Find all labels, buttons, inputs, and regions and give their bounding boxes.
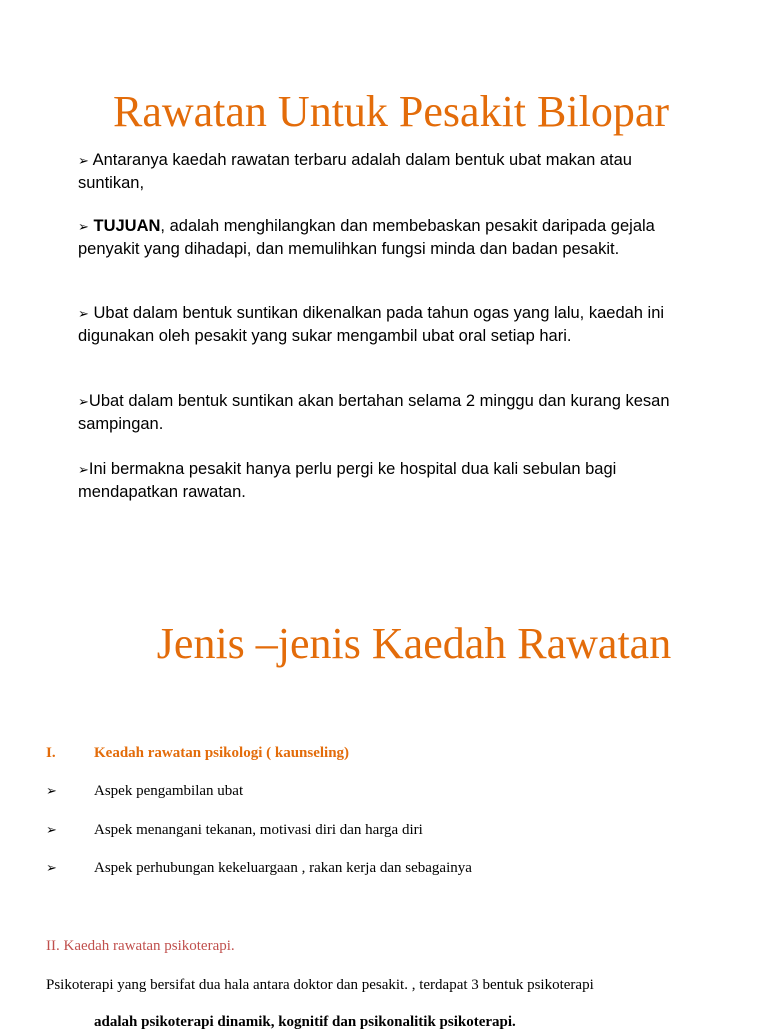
bullet-1 bbox=[78, 150, 698, 193]
paragraph: Psikoterapi yang bersifat dua hala antara doktor dan pesakit. , terdapat 3 bentuk psikoterapi bbox=[46, 977, 594, 993]
arrow-bullet-icon: ➢ bbox=[46, 823, 57, 838]
item-number: I. bbox=[46, 745, 56, 761]
paragraph-continuation: adalah psikoterapi dinamik, kognitif dan psikonalitik psikoterapi. bbox=[94, 1014, 516, 1030]
item-heading-2: II. Kaedah rawatan psikoterapi. bbox=[46, 938, 235, 954]
bullet-4 bbox=[78, 391, 698, 434]
bullet-text: , adalah menghilangkan dan membebaskan pesakit daripada gejala penyakit yang dihadapi, dan memulihkan fungsi minda dan badan pesakit. bbox=[78, 217, 655, 258]
bullet-2 bbox=[78, 216, 698, 259]
bullet-text: Ini bermakna pesakit hanya perlu pergi ke hospital dua kali sebulan bagi mendapatkan rawatan. bbox=[78, 460, 617, 501]
sub-item: Aspek menangani tekanan, motivasi diri dan harga diri bbox=[94, 822, 423, 838]
section-title: Jenis –jenis Kaedah Rawatan bbox=[156, 619, 672, 668]
arrow-bullet-icon: ➢ bbox=[78, 154, 89, 169]
arrow-bullet-icon: ➢ bbox=[78, 395, 89, 410]
bullet-5 bbox=[78, 459, 698, 502]
bullet-3 bbox=[78, 303, 698, 346]
bullet-lead: TUJUAN bbox=[93, 217, 161, 235]
bullet-text: Ubat dalam bentuk suntikan akan bertahan selama 2 minggu dan kurang kesan sampingan. bbox=[78, 392, 670, 433]
arrow-bullet-icon: ➢ bbox=[78, 463, 89, 478]
arrow-bullet-icon: ➢ bbox=[78, 220, 89, 235]
sub-item: Aspek perhubungan kekeluargaan , rakan kerja dan sebagainya bbox=[94, 860, 472, 876]
arrow-bullet-icon: ➢ bbox=[46, 784, 57, 799]
arrow-bullet-icon: ➢ bbox=[46, 861, 57, 876]
arrow-bullet-icon: ➢ bbox=[78, 307, 89, 322]
item-heading: Keadah rawatan psikologi ( kaunseling) bbox=[94, 745, 350, 761]
bullet-text: Antaranya kaedah rawatan terbaru adalah dalam bentuk ubat makan atau suntikan, bbox=[78, 151, 632, 192]
bullet-text: Ubat dalam bentuk suntikan dikenalkan pada tahun ogas yang lalu, kaedah ini digunakan oleh pesakit yang sukar mengambil ubat oral setiap hari. bbox=[78, 304, 665, 345]
page-title: Rawatan Untuk Pesakit Bilopar bbox=[112, 87, 669, 136]
sub-item: Aspek pengambilan ubat bbox=[94, 783, 244, 799]
